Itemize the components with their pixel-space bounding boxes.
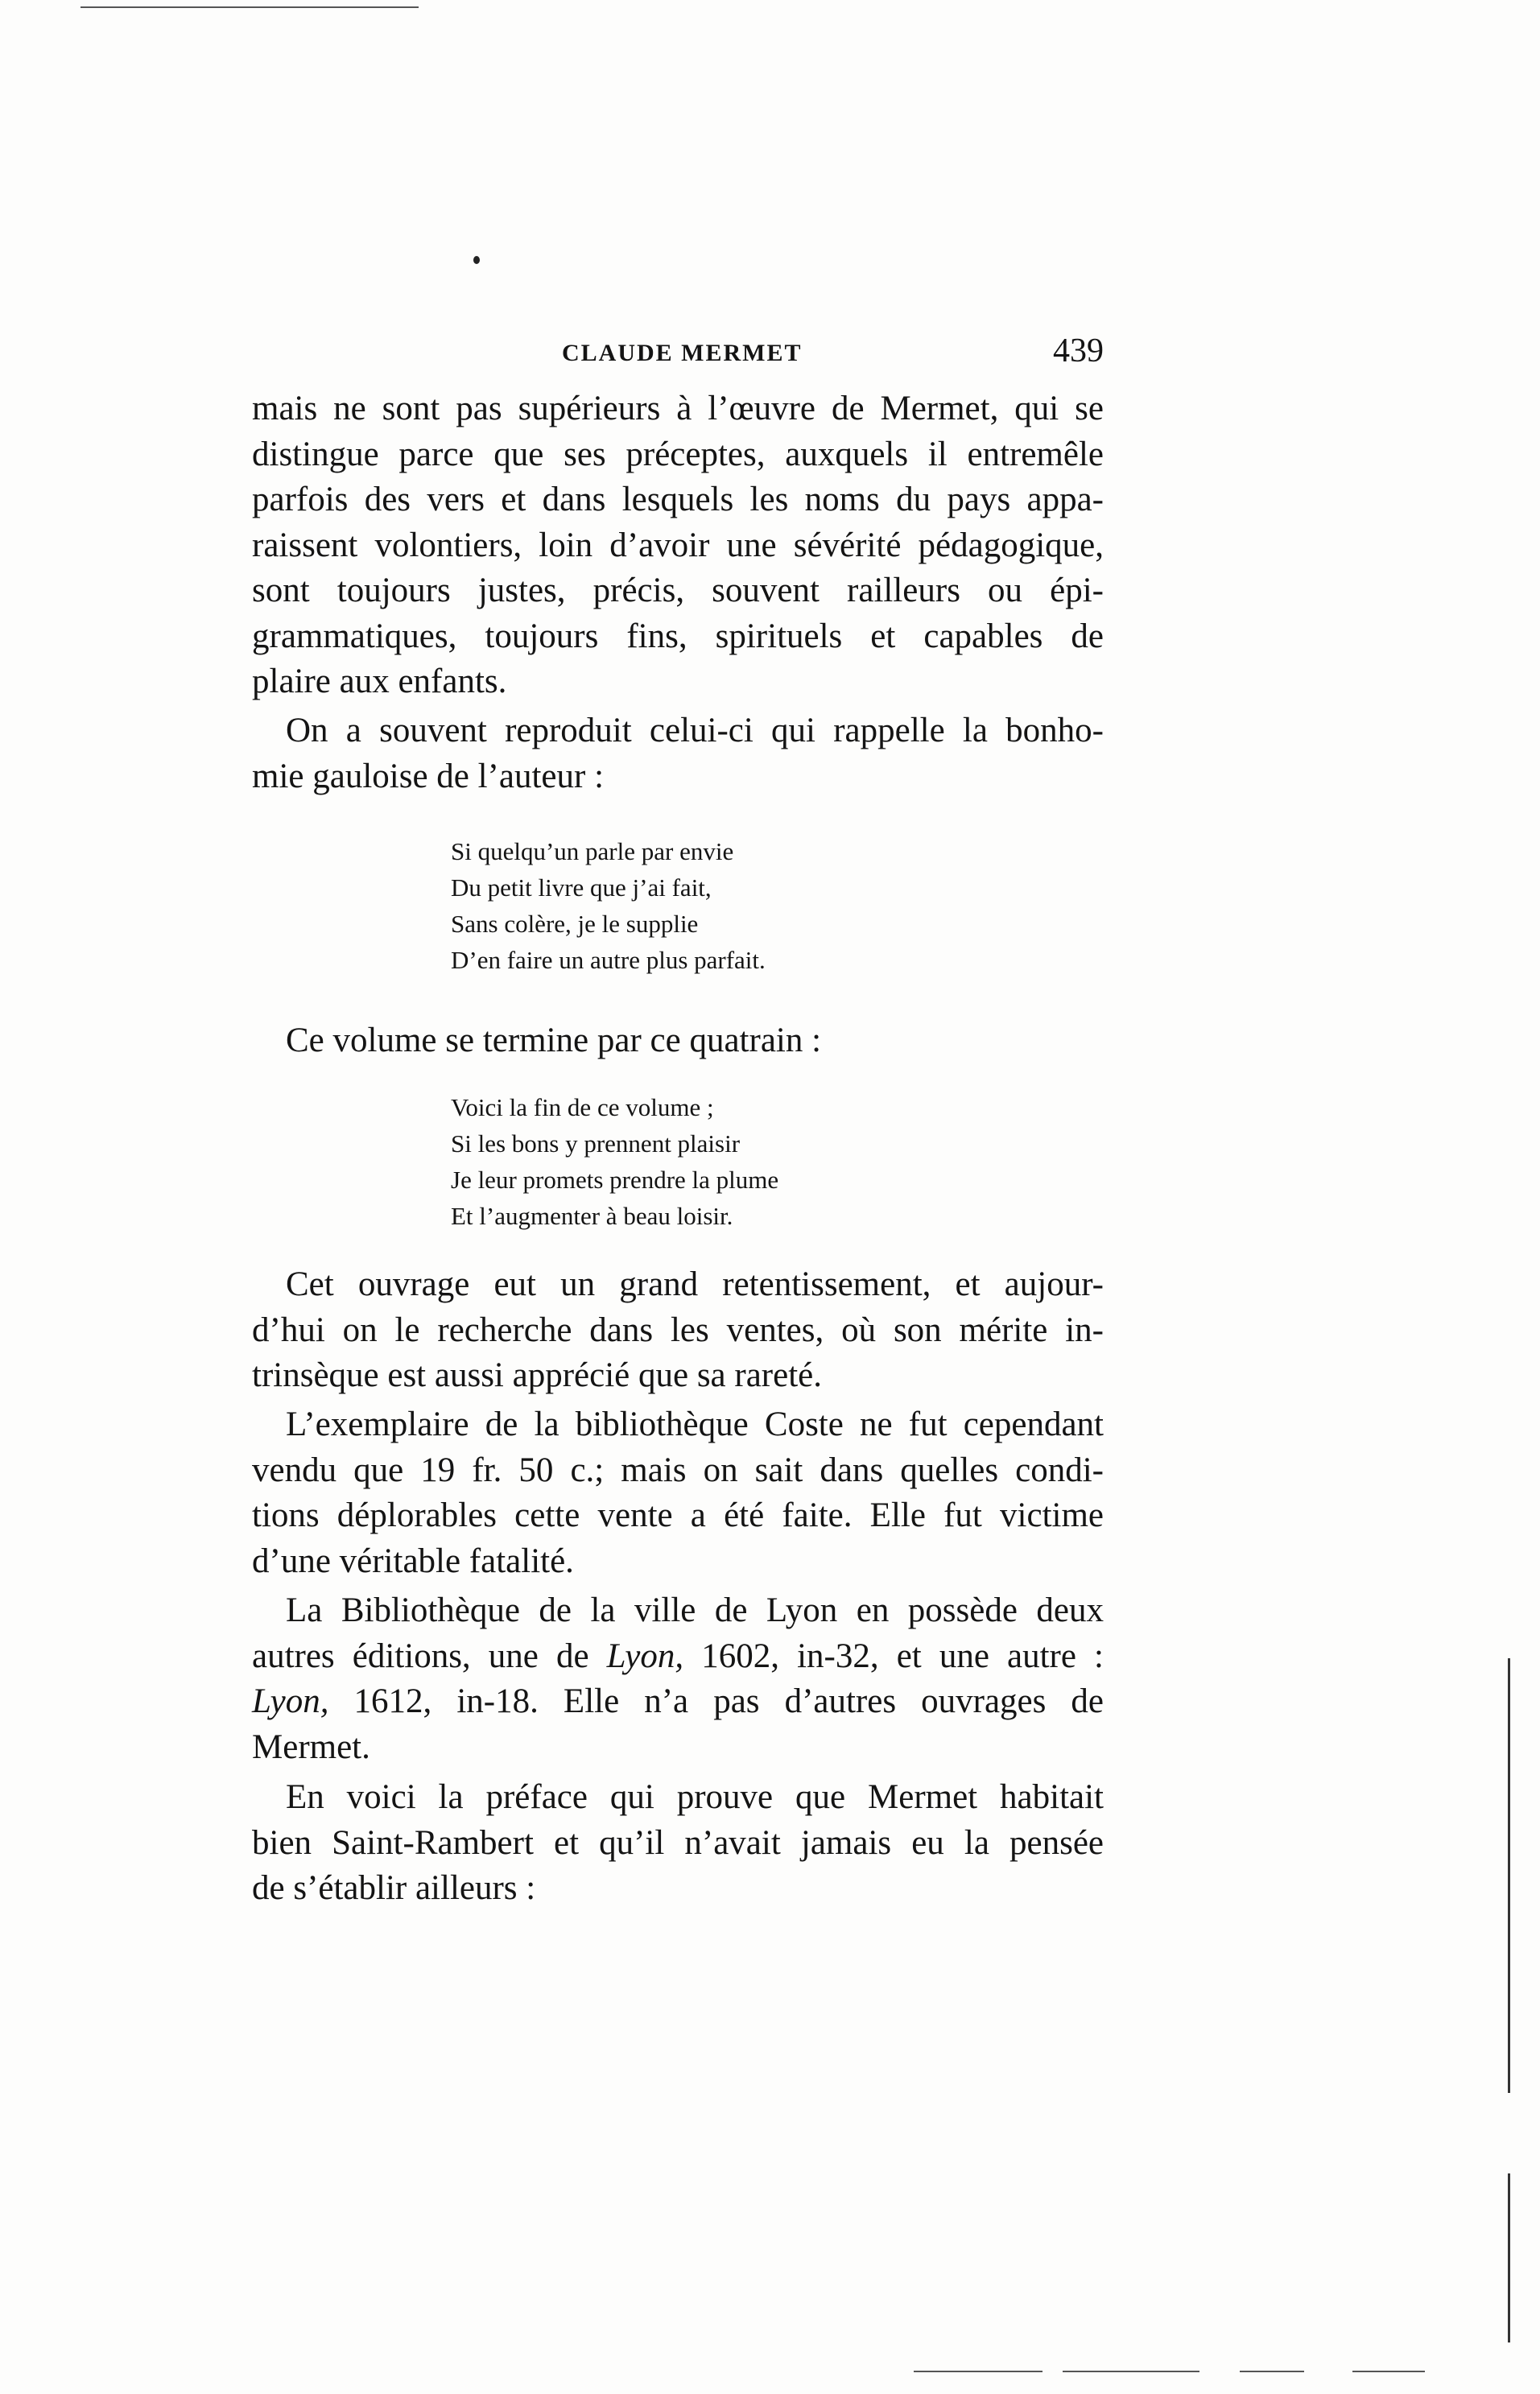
running-title: CLAUDE MERMET — [562, 340, 803, 366]
verse-2 — [451, 1089, 778, 1234]
text-fragment: 1602, in-32, et une autre : — [701, 1637, 1104, 1675]
text-line: d’une véritable fatalité. — [252, 1542, 574, 1580]
verse-line: Voici la fin de ce volume ; — [451, 1093, 714, 1121]
text-line — [252, 1634, 1104, 1680]
verse-line: Sans colère, je le supplie — [451, 910, 699, 938]
text-line: de s’établir ailleurs : — [252, 1869, 536, 1907]
paragraph-5 — [252, 1402, 1104, 1584]
text-line: sont toujours justes, précis, souvent railleurs ou épi- — [252, 572, 1104, 609]
paragraph-7 — [252, 1775, 1104, 1912]
verse-line: Si les bons y prennent plaisir — [451, 1129, 741, 1158]
text-line: d’hui on le recherche dans les ventes, où son mérite in- — [252, 1311, 1104, 1349]
right-edge-line — [1508, 1658, 1510, 2093]
text-line: En voici la préface qui prouve que Mermet habitait — [286, 1778, 1104, 1816]
bottom-edge-rule-3 — [1240, 2371, 1304, 2372]
text-fragment: autres éditions, une de — [252, 1637, 589, 1675]
paragraph-6 — [252, 1588, 1104, 1770]
top-edge-rule — [81, 6, 419, 8]
paragraph-1 — [252, 386, 1104, 705]
text-line: Ce volume se termine par ce quatrain : — [286, 1022, 822, 1059]
italic-place-name: Lyon, — [252, 1682, 329, 1720]
paragraph-4 — [252, 1262, 1104, 1399]
text-line: Mermet. — [252, 1727, 370, 1766]
ink-speck — [473, 256, 480, 264]
text-line: distingue parce que ses préceptes, auxquels il entremêle — [252, 435, 1104, 473]
bottom-edge-rule-2 — [1063, 2371, 1199, 2372]
paragraph-2 — [252, 708, 1104, 799]
text-line: plaire aux enfants. — [252, 662, 507, 700]
verse-line: Je leur promets prendre la plume — [451, 1166, 779, 1194]
text-line: La Bibliothèque de la ville de Lyon en possède deux — [286, 1591, 1104, 1629]
paragraph-3 — [252, 1018, 1104, 1064]
text-line: trinsèque est aussi apprécié que sa rareté. — [252, 1356, 822, 1394]
text-line: tions déplorables cette vente a été faite. Elle fut victime — [252, 1496, 1104, 1534]
verse-line: Et l’augmenter à beau loisir. — [451, 1202, 733, 1230]
verse-line: D’en faire un autre plus parfait. — [451, 946, 766, 974]
italic-place-name: Lyon, — [606, 1637, 684, 1675]
running-head — [252, 332, 1104, 380]
text-line: L’exemplaire de la bibliothèque Coste ne fut cependant — [286, 1405, 1104, 1443]
text-line: Cet ouvrage eut un grand retentissement, et aujour- — [286, 1265, 1104, 1303]
page-number: 439 — [1053, 332, 1104, 369]
text-line: bien Saint-Rambert et qu’il n’avait jamais eu la pensée — [252, 1823, 1104, 1862]
right-edge-line-lower — [1508, 2173, 1510, 2342]
text-line — [252, 1679, 1104, 1725]
text-line: On a souvent reproduit celui-ci qui rappelle la bonho- — [286, 712, 1104, 749]
text-line: mie gauloise de l’auteur : — [252, 757, 605, 795]
bottom-edge-rule-4 — [1352, 2371, 1425, 2372]
bottom-edge-rule — [914, 2371, 1042, 2372]
text-line: mais ne sont pas supérieurs à l’œuvre de Mermet, qui se — [252, 390, 1104, 427]
verse-line: Du petit livre que j’ai fait, — [451, 873, 712, 902]
text-fragment: 1612, in-18. Elle n’a pas d’autres ouvrages de — [353, 1682, 1104, 1720]
text-line: raissent volontiers, loin d’avoir une sévérité pédagogique, — [252, 526, 1104, 564]
verse-1 — [451, 833, 766, 978]
text-line: parfois des vers et dans lesquels les noms du pays appa- — [252, 481, 1104, 518]
text-line: vendu que 19 fr. 50 c.; mais on sait dans quelles condi- — [252, 1451, 1104, 1489]
verse-line: Si quelqu’un parle par envie — [451, 837, 734, 865]
text-line: grammatiques, toujours fins, spirituels et capables de — [252, 617, 1104, 655]
